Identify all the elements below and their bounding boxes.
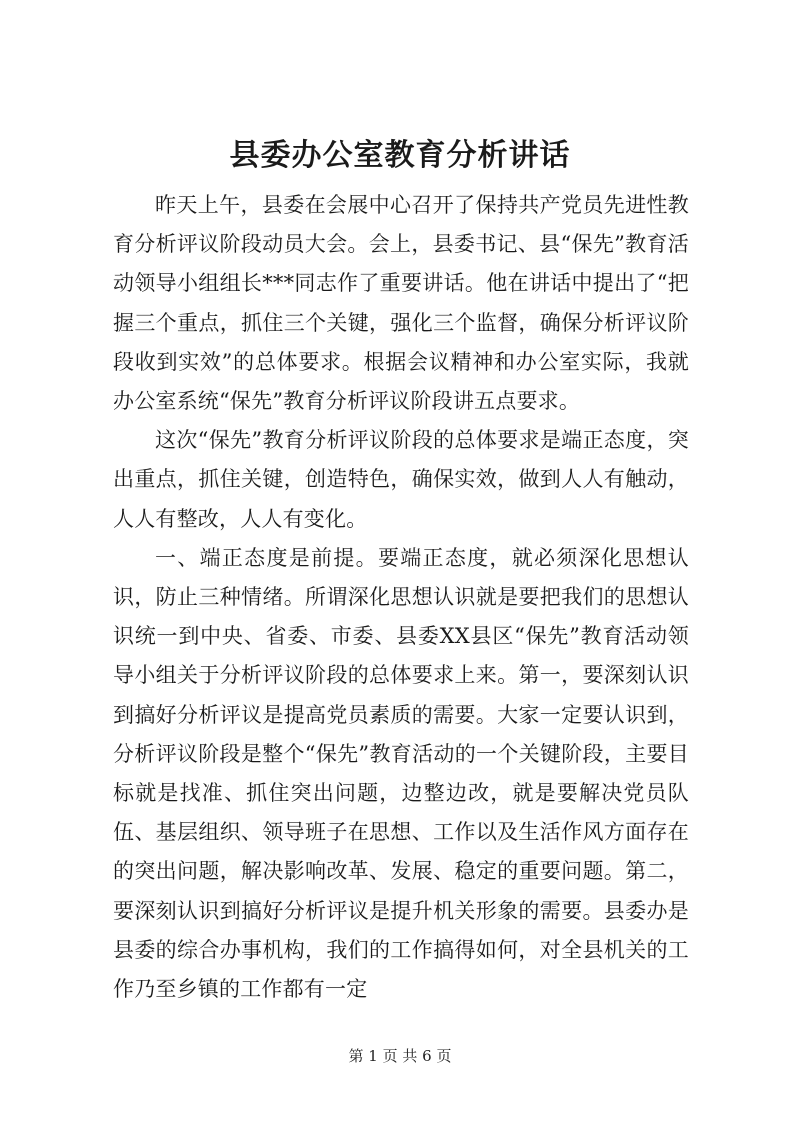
page-number-footer: 第 1 页 共 6 页 — [348, 1047, 452, 1065]
paragraph-3: 一、端正态度是前提。要端正态度，就必须深化思想认识，防止三种情绪。所谓深化思想认识就是要把我们的思想认识统一到中央、省委、市委、县委XX县区“保先”教育活动领导小组关于分析评议阶段的总体要求上来。第一，要深刻认识到搞好分析评议是提高党员素质的需要。大家一定要认识到，分析评议阶段是整个“保先”教育活动的一个关键阶段，主要目标就是找准、抓住突出问题，边整边改，就是要解决党员队伍、基层组织、领导班子在思想、工作以及生活作风方面存在的突出问题，解决影响改革、发展、稳定的重要问题。第二，要深刻认识到搞好分析评议是提升机关形象的需要。县委办是县委的综合办事机构，我们的工作搞得如何，对全县机关的工作乃至乡镇的工作都有一定 — [113, 545, 689, 1002]
document-title: 县委办公室教育分析讲话 — [229, 138, 571, 173]
document-body — [113, 186, 689, 1009]
paragraph-2: 这次“保先”教育分析评议阶段的总体要求是端正态度，突出重点，抓住关键，创造特色，确保实效，做到人人有触动，人人有整改，人人有变化。 — [113, 428, 689, 531]
paragraph-1: 昨天上午，县委在会展中心召开了保持共产党员先进性教育分析评议阶段动员大会。会上，县委书记、县“保先”教育活动领导小组组长***同志作了重要讲话。他在讲话中提出了“把握三个重点，抓住三个关键，强化三个监督，确保分析评议阶段收到实效”的总体要求。根据会议精神和办公室实际，我就办公室系统“保先”教育分析评议阶段讲五点要求。 — [113, 193, 689, 414]
